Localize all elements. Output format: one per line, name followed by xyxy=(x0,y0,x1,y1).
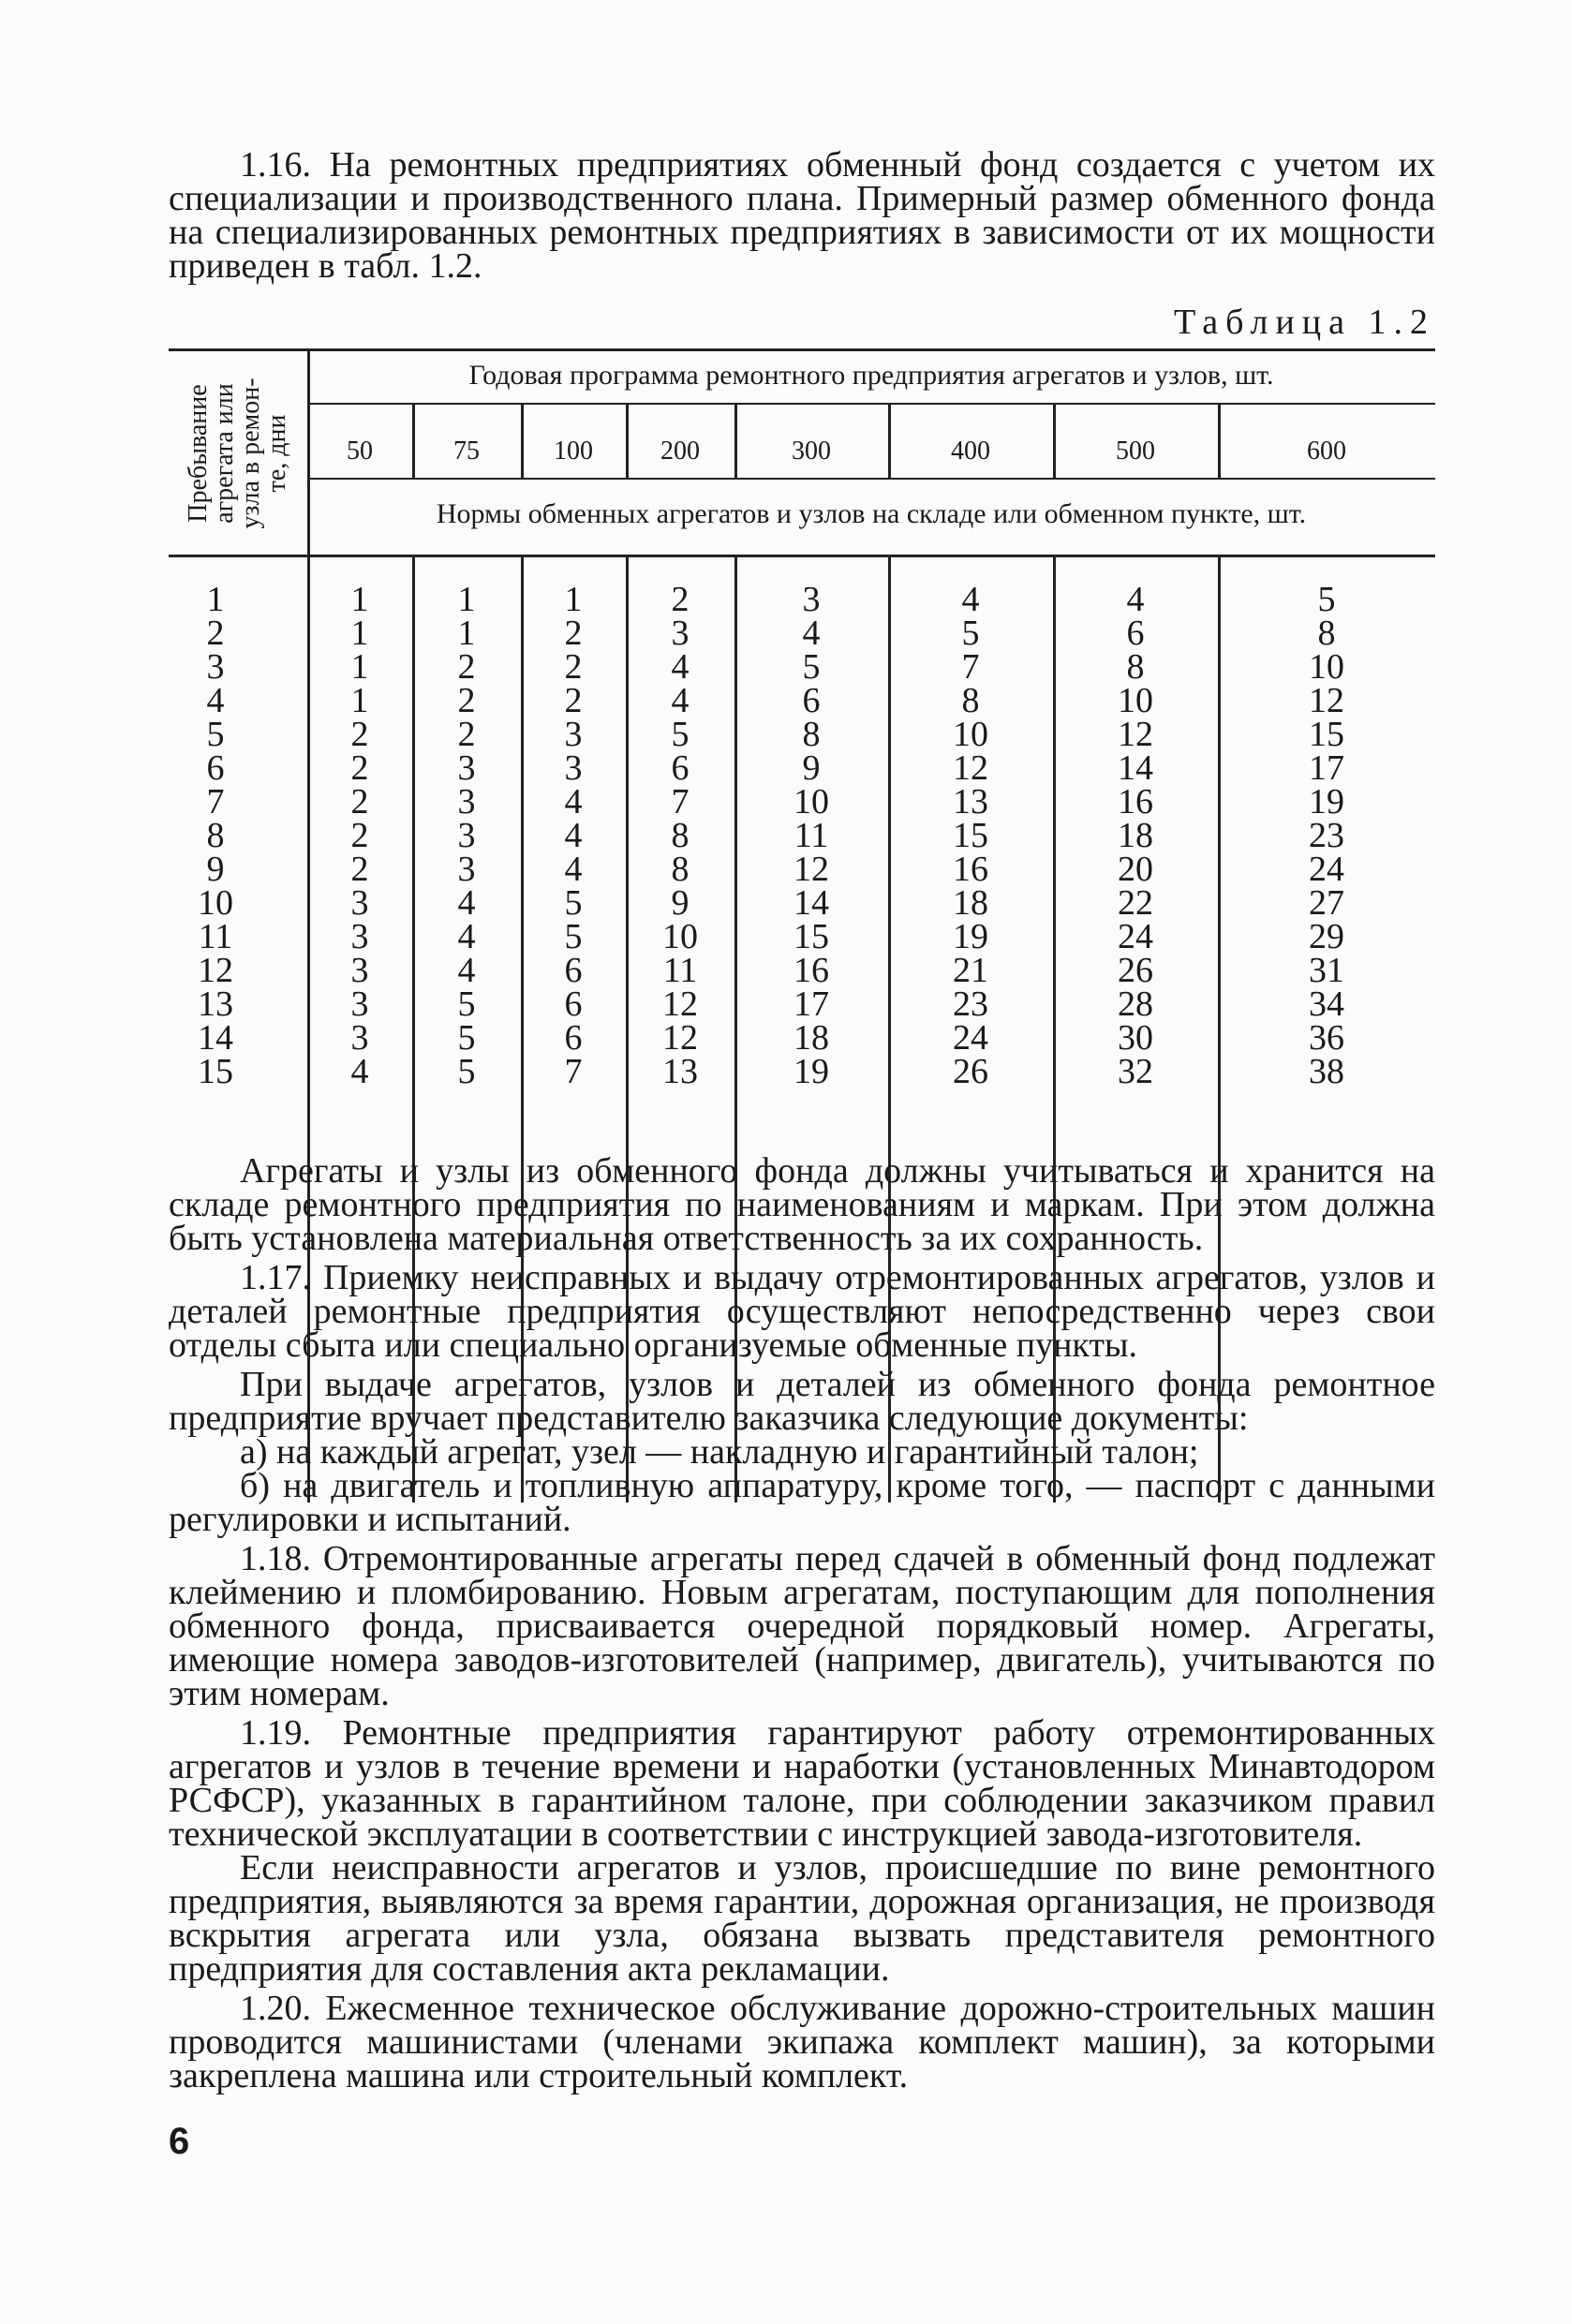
table-cell: 13 xyxy=(953,782,988,822)
table-cell: 4 xyxy=(457,883,476,923)
table-cell: 4 xyxy=(564,782,583,822)
row-header-label: Пребывание агрегата или узла в ремон- те, дни xyxy=(184,377,291,529)
table-cell: 17 xyxy=(793,984,829,1024)
table-cell: 6 xyxy=(564,1018,583,1058)
table-cell: 19 xyxy=(793,1052,829,1091)
year-header-100: 100 xyxy=(554,437,593,466)
table-cell: 8 xyxy=(961,681,980,720)
table-cell: 3 xyxy=(457,782,476,822)
table-cell: 2 xyxy=(350,715,369,754)
table-caption: Таблица 1.2 xyxy=(1173,303,1435,342)
table-cell: 22 xyxy=(1118,883,1153,923)
paragraph-1-16: 1.16. На ремонтных предприятиях обменный фонд создается с учетом их специализации и производственного плана. Примерный размер обменного фонда на специализированных ремонтных предприятиях в зависимости от их мощности приведен в табл. 1.2. xyxy=(169,145,1435,286)
table-cell: 4 xyxy=(564,816,583,855)
table-cell: 11 xyxy=(793,816,829,855)
table-cell: 6 xyxy=(802,681,821,720)
table-cell: 2 xyxy=(350,748,369,788)
table-cell: 2 xyxy=(457,647,476,687)
table-cell: 26 xyxy=(953,1052,988,1091)
table-cell: 12 xyxy=(662,984,698,1024)
table-cell: 1 xyxy=(350,681,369,720)
day-cell: 10 xyxy=(198,883,233,923)
table-cell: 18 xyxy=(793,1018,829,1058)
table-cell: 15 xyxy=(953,816,988,855)
table-cell: 24 xyxy=(1309,850,1344,889)
table-cell: 2 xyxy=(457,715,476,754)
table-cell: 15 xyxy=(1309,715,1344,754)
table-cell: 8 xyxy=(1317,614,1336,653)
table-cell: 11 xyxy=(662,951,698,990)
table-cell: 16 xyxy=(793,951,829,990)
days-column xyxy=(169,580,262,1091)
columns-title: Годовая программа ремонтного предприятия агрегатов и узлов, шт. xyxy=(468,360,1274,391)
year-header-75: 75 xyxy=(453,437,480,466)
table-cell: 9 xyxy=(802,748,821,788)
table-cell: 3 xyxy=(350,1018,369,1058)
table-cell: 10 xyxy=(1309,647,1344,687)
data-column-500 xyxy=(1053,580,1218,1091)
table-cell: 4 xyxy=(564,850,583,889)
day-cell: 7 xyxy=(206,782,225,822)
data-column-600 xyxy=(1218,580,1435,1091)
table-cell: 5 xyxy=(564,917,583,956)
day-cell: 5 xyxy=(206,715,225,754)
day-cell: 8 xyxy=(206,816,225,855)
table-cell: 13 xyxy=(662,1052,698,1091)
day-cell: 11 xyxy=(198,917,233,956)
table-cell: 9 xyxy=(671,883,690,923)
table-cell: 4 xyxy=(350,1052,369,1091)
day-cell: 12 xyxy=(198,951,233,990)
table-cell: 3 xyxy=(802,580,821,619)
table-cell: 1 xyxy=(564,580,583,619)
data-column-50 xyxy=(307,580,412,1091)
table-cell: 18 xyxy=(953,883,988,923)
table-cell: 7 xyxy=(671,782,690,822)
table-cell: 5 xyxy=(802,647,821,687)
table-cell: 30 xyxy=(1118,1018,1153,1058)
table-cell: 10 xyxy=(793,782,829,822)
table-cell: 12 xyxy=(793,850,829,889)
table-cell: 1 xyxy=(350,580,369,619)
table-cell: 34 xyxy=(1309,984,1344,1024)
table-cell: 5 xyxy=(457,1052,476,1091)
table-cell: 3 xyxy=(671,614,690,653)
table-cell: 6 xyxy=(671,748,690,788)
table-cell: 17 xyxy=(1309,748,1344,788)
table-cell: 1 xyxy=(350,614,369,653)
table-cell: 8 xyxy=(802,715,821,754)
table-cell: 15 xyxy=(793,917,829,956)
page-number: 6 xyxy=(169,2121,190,2162)
year-header-200: 200 xyxy=(660,437,700,466)
table-cell: 21 xyxy=(953,951,988,990)
table-cell: 3 xyxy=(457,748,476,788)
table-cell: 7 xyxy=(961,647,980,687)
table-cell: 29 xyxy=(1309,917,1344,956)
table-cell: 5 xyxy=(1317,580,1336,619)
table-cell: 10 xyxy=(1118,681,1153,720)
table-cell: 10 xyxy=(953,715,988,754)
day-cell: 2 xyxy=(206,614,225,653)
table-cell: 8 xyxy=(671,816,690,855)
table-cell: 32 xyxy=(1118,1052,1153,1091)
table-cell: 4 xyxy=(802,614,821,653)
table-cell: 24 xyxy=(1118,917,1153,956)
table-cell: 5 xyxy=(457,984,476,1024)
paragraph-1: Агрегаты и узлы из обменного фонда должны учитываться и хранится на складе ремонтного предприятия по наименованиям и маркам. При этом должна быть установлена материальная ответственность за их сохранность. xyxy=(169,1151,1435,1258)
table-cell: 2 xyxy=(564,681,583,720)
table-cell: 28 xyxy=(1118,984,1153,1024)
data-column-400 xyxy=(888,580,1053,1091)
day-cell: 13 xyxy=(198,984,233,1024)
table-cell: 5 xyxy=(564,883,583,923)
day-cell: 1 xyxy=(206,580,225,619)
data-column-100 xyxy=(521,580,626,1091)
table-cell: 2 xyxy=(671,580,690,619)
day-cell: 9 xyxy=(206,850,225,889)
table-cell: 2 xyxy=(564,647,583,687)
table-cell: 12 xyxy=(662,1018,698,1058)
table-cell: 4 xyxy=(457,917,476,956)
table-cell: 14 xyxy=(1118,748,1153,788)
row-header xyxy=(169,348,307,545)
table-cell: 6 xyxy=(564,951,583,990)
table-cell: 14 xyxy=(793,883,829,923)
table-cell: 26 xyxy=(1118,951,1153,990)
table-cell: 1 xyxy=(350,647,369,687)
table-cell: 8 xyxy=(671,850,690,889)
table-cell: 4 xyxy=(961,580,980,619)
table-cell: 3 xyxy=(564,715,583,754)
table-cell: 23 xyxy=(953,984,988,1024)
paragraph-4: а) на каждый агрегат, узел — накладную и гарантийный талон; xyxy=(240,1432,1199,1472)
table-cell: 2 xyxy=(350,816,369,855)
table-cell: 2 xyxy=(564,614,583,653)
table-cell: 3 xyxy=(564,748,583,788)
table-cell: 6 xyxy=(564,984,583,1024)
year-header-400: 400 xyxy=(951,437,990,466)
year-header-600: 600 xyxy=(1307,437,1346,466)
table-cell: 3 xyxy=(350,917,369,956)
paragraph-3: При выдаче агрегатов, узлов и деталей из обменного фонда ремонтное предприятие вручает представителю заказчика следующие документы: xyxy=(169,1365,1435,1438)
table-cell: 3 xyxy=(350,951,369,990)
body-text xyxy=(169,1151,1435,2095)
table-cell: 8 xyxy=(1126,647,1145,687)
paragraph-6: 1.18. Отремонтированные агрегаты перед сдачей в обменный фонд подлежат клеймению и пломбированию. Новым агрегатам, поступающим для пополнения обменного фонда, присваивается очередной порядковый номер. Агрегаты, имеющие номера заводов-изготовителей (например, двигатель), учитываются по этим номерам. xyxy=(169,1539,1435,1713)
data-column-200 xyxy=(626,580,734,1091)
table-cell: 31 xyxy=(1309,951,1344,990)
day-cell: 4 xyxy=(206,681,225,720)
table-cell: 36 xyxy=(1309,1018,1344,1058)
table-cell: 4 xyxy=(457,951,476,990)
paragraph-8: Если неисправности агрегатов и узлов, происшедшие по вине ремонтного предприятия, выявляются за время гарантии, дорожная организация, не производя вскрытия агрегата или узла, обязана вызвать представителя ремонтного предприятия для составления акта рекламации. xyxy=(169,1848,1435,1989)
table-cell: 2 xyxy=(457,681,476,720)
table-cell: 5 xyxy=(961,614,980,653)
table-cell: 16 xyxy=(1118,782,1153,822)
table-cell: 4 xyxy=(671,681,690,720)
norms-title: Нормы обменных агрегатов и узлов на складе или обменном пункте, шт. xyxy=(436,498,1307,529)
table-cell: 12 xyxy=(1309,681,1344,720)
table-cell: 38 xyxy=(1309,1052,1344,1091)
table-cell: 3 xyxy=(350,883,369,923)
day-cell: 3 xyxy=(206,647,225,687)
table-cell: 3 xyxy=(350,984,369,1024)
table-cell: 2 xyxy=(350,850,369,889)
data-column-300 xyxy=(734,580,888,1091)
table-cell: 24 xyxy=(953,1018,988,1058)
table-cell: 2 xyxy=(350,782,369,822)
table-cell: 19 xyxy=(953,917,988,956)
table-cell: 10 xyxy=(662,917,698,956)
paragraph-5: б) на двигатель и топливную аппаратуру, кроме того, — паспорт с данными регулировки и испытаний. xyxy=(169,1466,1435,1539)
table-cell: 6 xyxy=(1126,614,1145,653)
table-cell: 4 xyxy=(1126,580,1145,619)
table-cell: 12 xyxy=(1118,715,1153,754)
table-cell: 3 xyxy=(457,816,476,855)
year-header-50: 50 xyxy=(347,437,373,466)
table-cell: 18 xyxy=(1118,816,1153,855)
paragraph-2: 1.17. Приемку неисправных и выдачу отремонтированных агрегатов, узлов и деталей ремонтные предприятия осуществляют непосредственно через свои отделы сбыта или специально организуемые обменные пункты. xyxy=(169,1258,1435,1365)
table-cell: 16 xyxy=(953,850,988,889)
day-cell: 14 xyxy=(198,1018,233,1058)
paragraph-7: 1.19. Ремонтные предприятия гарантируют работу отремонтированных агрегатов и узлов в течение времени и наработки (установленных Минавтодором РСФСР), указанных в гарантийном талоне, при соблюдении заказчиком правил технической эксплуатации в соответствии с инструкцией завода-изготовителя. xyxy=(169,1713,1435,1854)
day-cell: 6 xyxy=(206,748,225,788)
year-header-300: 300 xyxy=(792,437,831,466)
table-cell: 27 xyxy=(1309,883,1344,923)
table-cell: 20 xyxy=(1118,850,1153,889)
table-cell: 3 xyxy=(457,850,476,889)
table-cell: 1 xyxy=(457,580,476,619)
table-cell: 4 xyxy=(671,647,690,687)
table-cell: 19 xyxy=(1309,782,1344,822)
paragraph-9: 1.20. Ежесменное техническое обслуживание дорожно-строительных машин проводится машинистами (членами экипажа комплект машин), за которыми закреплена машина или строительный комплект. xyxy=(169,1989,1435,2095)
data-column-75 xyxy=(412,580,521,1091)
year-header-500: 500 xyxy=(1116,437,1155,466)
day-cell: 15 xyxy=(198,1052,233,1091)
table-cell: 5 xyxy=(671,715,690,754)
table-cell: 23 xyxy=(1309,816,1344,855)
table-cell: 5 xyxy=(457,1018,476,1058)
table-cell: 1 xyxy=(457,614,476,653)
table-cell: 7 xyxy=(564,1052,583,1091)
table-cell: 12 xyxy=(953,748,988,788)
